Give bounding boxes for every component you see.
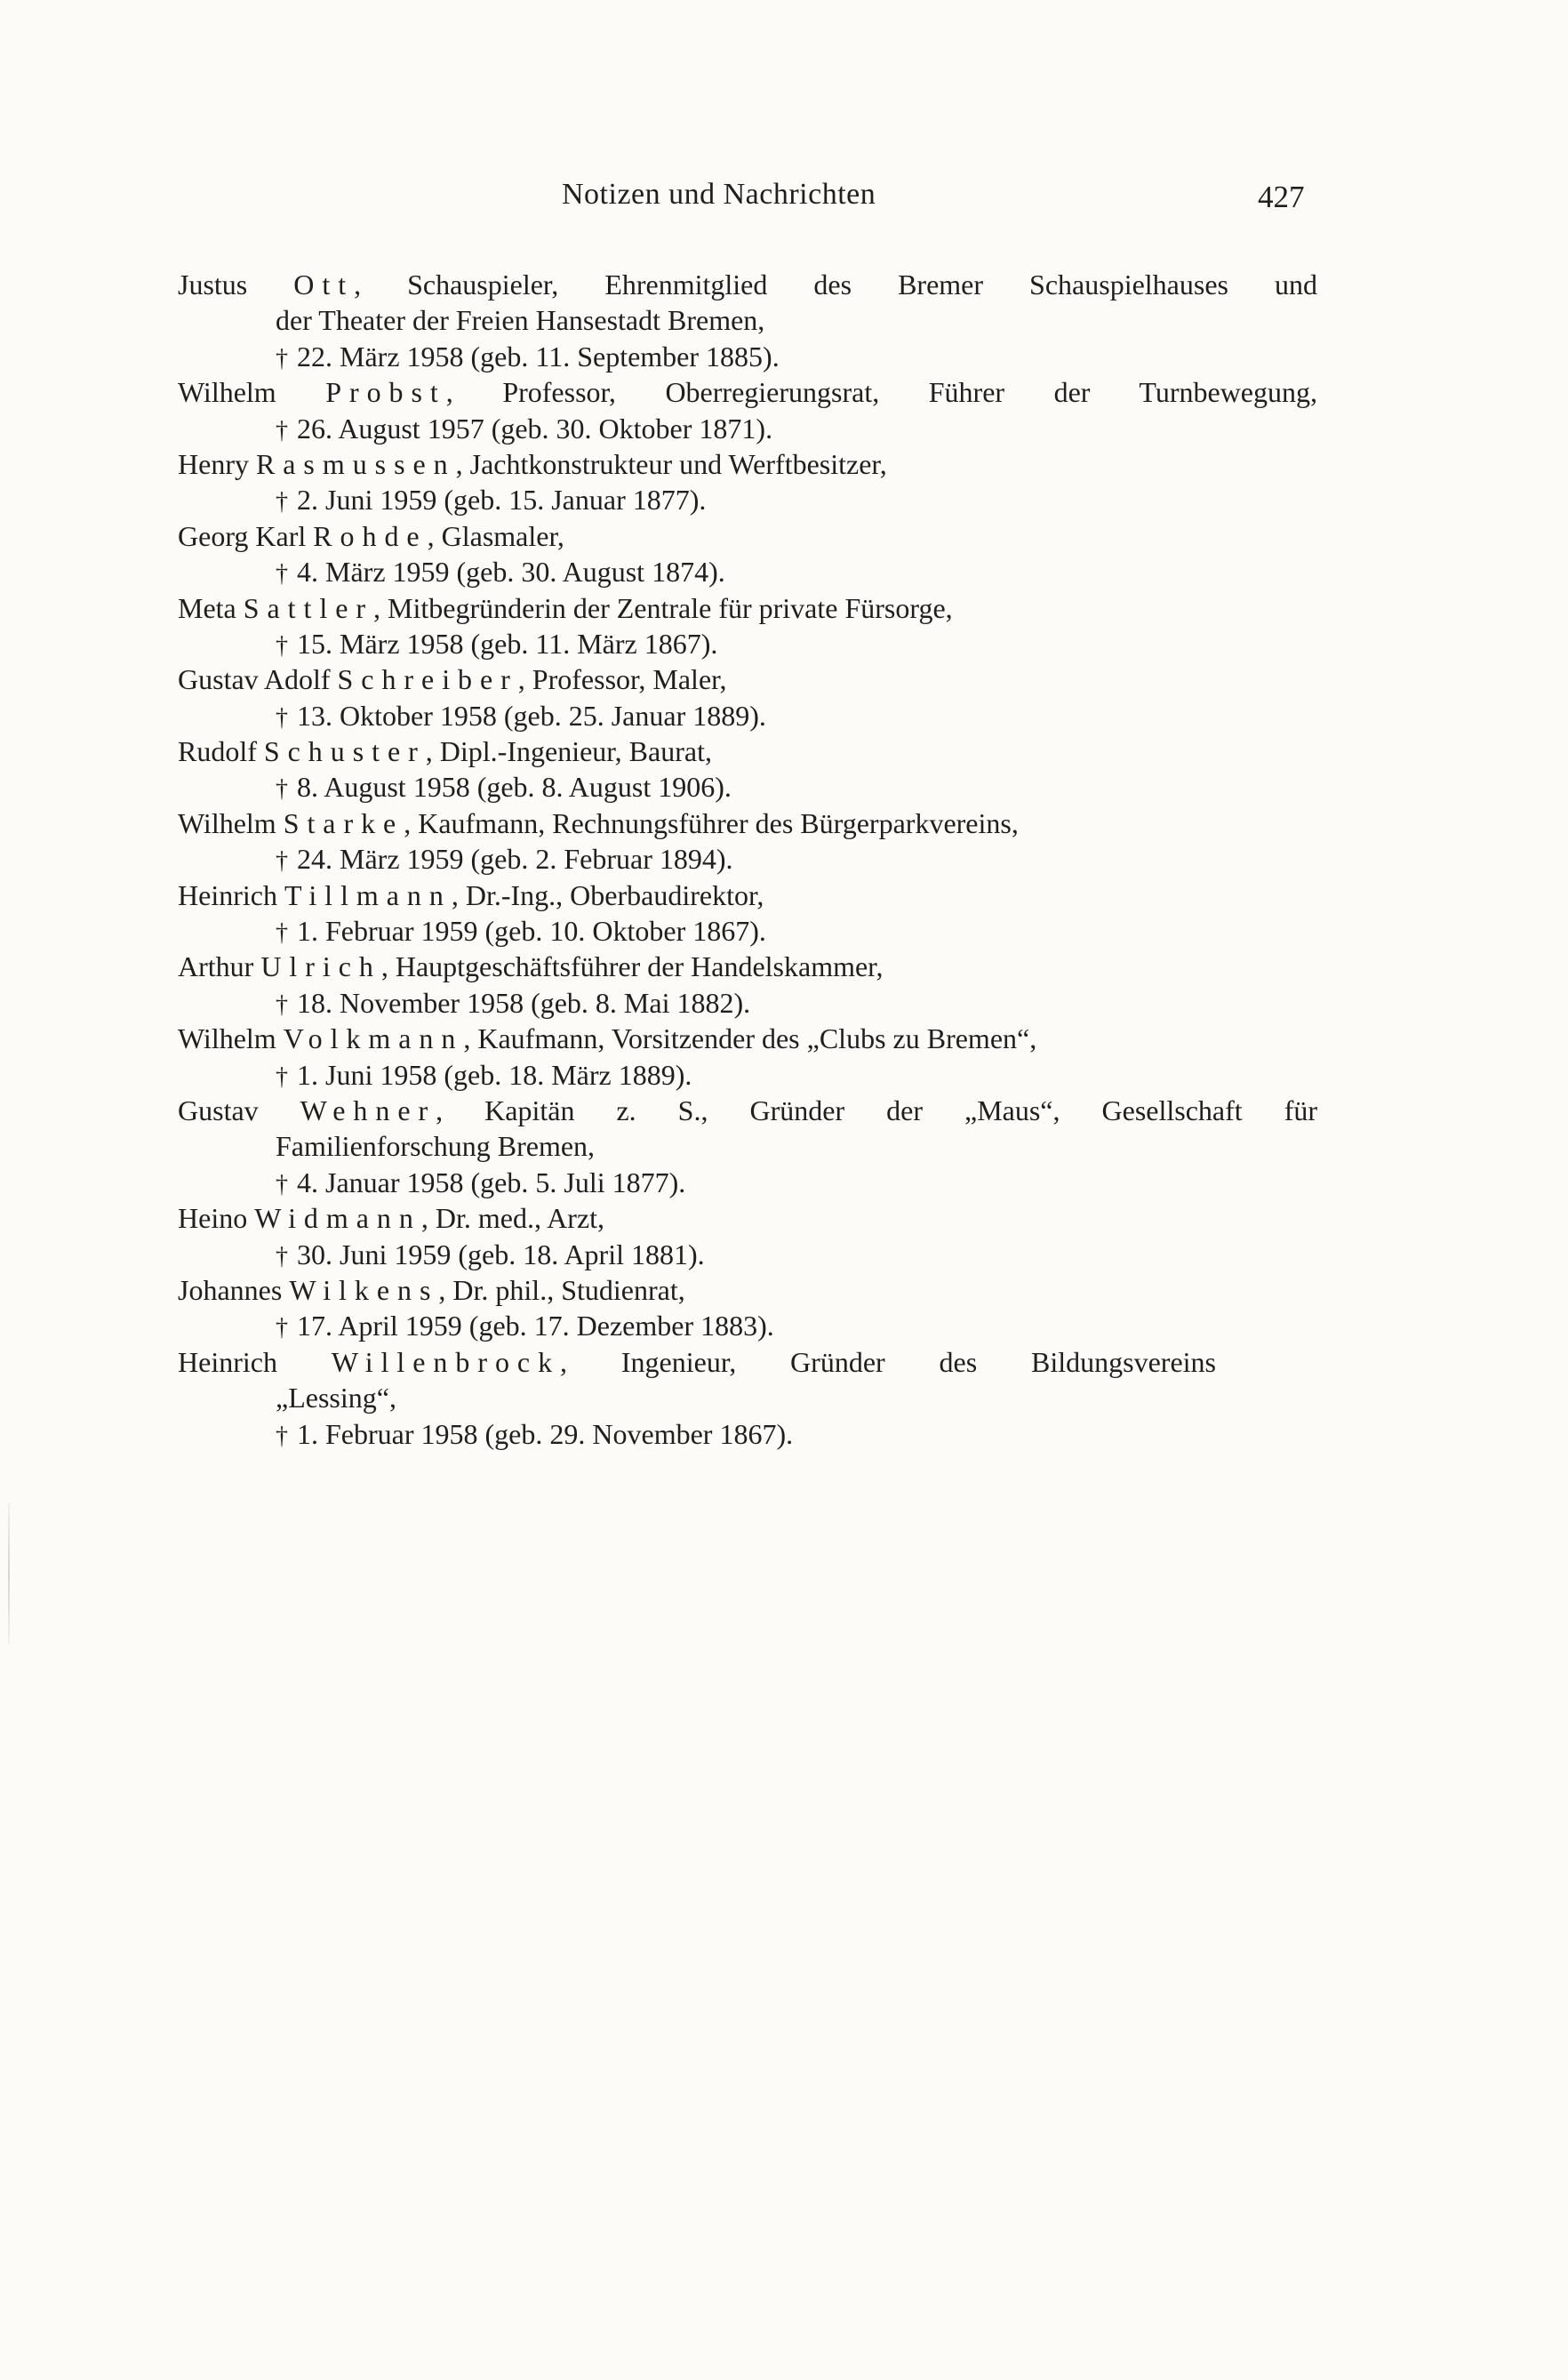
obituary-entry [178, 446, 1333, 518]
dates: 24. März 1959 (geb. 2. Februar 1894). [297, 843, 733, 876]
first-name: Heino [178, 1202, 248, 1235]
surname: Schreiber [337, 663, 518, 696]
surname: Volkmann [283, 1022, 464, 1055]
first-name: Gustav [178, 1094, 259, 1126]
first-name: Gustav Adolf [178, 663, 331, 696]
dates-line [178, 1416, 1333, 1452]
dates: 26. August 1957 (geb. 30. Oktober 1871). [297, 412, 773, 445]
obituary-entry [178, 590, 1333, 662]
surname: Ott [293, 268, 355, 301]
surname: Rohde [313, 519, 428, 552]
first-name: Heinrich [178, 1345, 277, 1378]
dagger-icon: † [276, 631, 288, 660]
description: , Dr. med., Arzt, [420, 1202, 605, 1235]
surname: Willenbrock [331, 1345, 561, 1378]
dates-line [178, 985, 1333, 1021]
dates: 4. Januar 1958 (geb. 5. Juli 1877). [297, 1166, 686, 1198]
obituary-list [178, 267, 1333, 1452]
surname: Probst [325, 376, 446, 409]
description: , Dr.-Ing., Oberbaudirektor, [451, 878, 764, 911]
dates-line [178, 411, 1333, 446]
description: , Dr. phil., Studienrat, [438, 1273, 685, 1306]
obituary-entry [178, 877, 1333, 950]
dates-line [178, 913, 1333, 949]
first-name: Henry [178, 447, 249, 480]
description: , Professor, Oberregierungsrat, Führer der Turnbewegung, [445, 376, 1317, 409]
dates: 1. Februar 1958 (geb. 29. November 1867). [297, 1417, 794, 1450]
surname: Starke [283, 806, 404, 839]
surname: Rasmussen [255, 447, 456, 480]
first-name: Wilhelm [178, 806, 276, 839]
first-name: Justus [178, 268, 248, 301]
surname: Tillmann [284, 878, 452, 911]
description: , Mitbegründerin der Zentrale für private Fürsorge, [373, 591, 953, 624]
obituary-entry [178, 1200, 1333, 1272]
dagger-icon: † [276, 775, 288, 804]
dates-line [178, 482, 1333, 517]
obituary-entry [178, 374, 1333, 446]
surname: Schuster [263, 735, 426, 768]
dates-line [178, 626, 1333, 661]
dagger-icon: † [276, 488, 288, 517]
entry-heading-line [178, 267, 1317, 302]
surname: Wehner [300, 1094, 436, 1126]
first-name: Wilhelm [178, 1022, 276, 1055]
dagger-icon: † [276, 703, 288, 732]
dagger-icon: † [276, 847, 288, 876]
description-continued: der Theater der Freien Hansestadt Bremen, [276, 304, 765, 337]
first-name: Johannes [178, 1273, 283, 1306]
dates-line [178, 769, 1333, 805]
dates: 1. Februar 1959 (geb. 10. Oktober 1867). [297, 915, 766, 948]
dates: 2. Juni 1959 (geb. 15. Januar 1877). [297, 484, 707, 517]
entry-heading-line [178, 374, 1317, 410]
obituary-entry [178, 1344, 1333, 1452]
dates-line [178, 1165, 1333, 1200]
dates: 8. August 1958 (geb. 8. August 1906). [297, 771, 732, 804]
obituary-entry [178, 661, 1333, 733]
first-name: Wilhelm [178, 376, 276, 409]
first-name: Georg Karl [178, 519, 307, 552]
dagger-icon: † [276, 1242, 288, 1270]
dates: 30. Juni 1959 (geb. 18. April 1881). [297, 1238, 705, 1270]
dates-line [178, 1308, 1333, 1343]
dates-line [178, 554, 1333, 589]
dates-line [178, 1057, 1333, 1093]
surname: Widmann [254, 1202, 421, 1235]
first-name: Heinrich [178, 878, 277, 911]
dates: 4. März 1959 (geb. 30. August 1874). [297, 556, 725, 589]
description: , Jachtkonstrukteur und Werftbesitzer, [455, 447, 887, 480]
dates: 17. April 1959 (geb. 17. Dezember 1883). [297, 1310, 774, 1342]
description: , Kapitän z. S., Gründer der „Maus“, Gesellschaft für [436, 1094, 1318, 1126]
obituary-entry [178, 1272, 1333, 1344]
dates: 1. Juni 1958 (geb. 18. März 1889). [297, 1058, 692, 1091]
description: , Hauptgeschäftsführer der Handelskammer, [380, 950, 884, 983]
description: , Glasmaler, [427, 519, 564, 552]
description: , Kaufmann, Rechnungsführer des Bürgerparkvereins, [404, 806, 1019, 839]
description: , Professor, Maler, [517, 663, 727, 696]
dates-line [178, 1237, 1333, 1272]
first-name: Meta [178, 591, 236, 624]
dagger-icon: † [276, 1170, 288, 1198]
description: , Ingenieur, Gründer des Bildungsvereins [560, 1345, 1217, 1378]
dates: 22. März 1958 (geb. 11. September 1885). [297, 340, 780, 373]
running-head [0, 178, 1568, 222]
dagger-icon: † [276, 1422, 288, 1450]
dagger-icon: † [276, 1314, 288, 1342]
dates: 18. November 1958 (geb. 8. Mai 1882). [297, 986, 751, 1019]
obituary-entry [178, 949, 1333, 1021]
surname: Wilkens [289, 1273, 439, 1306]
entry-heading-line [178, 1093, 1317, 1128]
dagger-icon: † [276, 416, 288, 445]
surname: Sattler [243, 591, 374, 624]
obituary-entry [178, 733, 1333, 805]
obituary-entry [178, 1021, 1333, 1093]
description: , Kaufmann, Vorsitzender des „Clubs zu Bremen“, [463, 1022, 1037, 1055]
page-number: 427 [1258, 180, 1305, 214]
description: , Schauspieler, Ehrenmitglied des Bremer Schauspielhauses und [354, 268, 1318, 301]
obituary-entry [178, 518, 1333, 590]
obituary-entry [178, 805, 1333, 877]
description: , Dipl.-Ingenieur, Baurat, [425, 735, 712, 768]
entry-heading-line [178, 1344, 1216, 1380]
dagger-icon: † [276, 990, 288, 1019]
running-head-title: Notizen und Nachrichten [562, 178, 876, 211]
dates-line [178, 698, 1333, 733]
dagger-icon: † [276, 919, 288, 948]
first-name: Arthur [178, 950, 254, 983]
dates: 13. Oktober 1958 (geb. 25. Januar 1889). [297, 699, 766, 732]
description-continued: „Lessing“, [276, 1382, 396, 1414]
dates-line [178, 841, 1333, 877]
first-name: Rudolf [178, 735, 257, 768]
obituary-entry [178, 1093, 1333, 1200]
dates: 15. März 1958 (geb. 11. März 1867). [297, 627, 718, 660]
description-continued: Familienforschung Bremen, [276, 1130, 596, 1163]
dagger-icon: † [276, 344, 288, 373]
dagger-icon: † [276, 1062, 288, 1091]
surname: Ulrich [260, 950, 381, 983]
dagger-icon: † [276, 560, 288, 589]
binding-shadow [8, 1503, 10, 1645]
dates-line [178, 339, 1333, 374]
obituary-entry [178, 267, 1333, 374]
